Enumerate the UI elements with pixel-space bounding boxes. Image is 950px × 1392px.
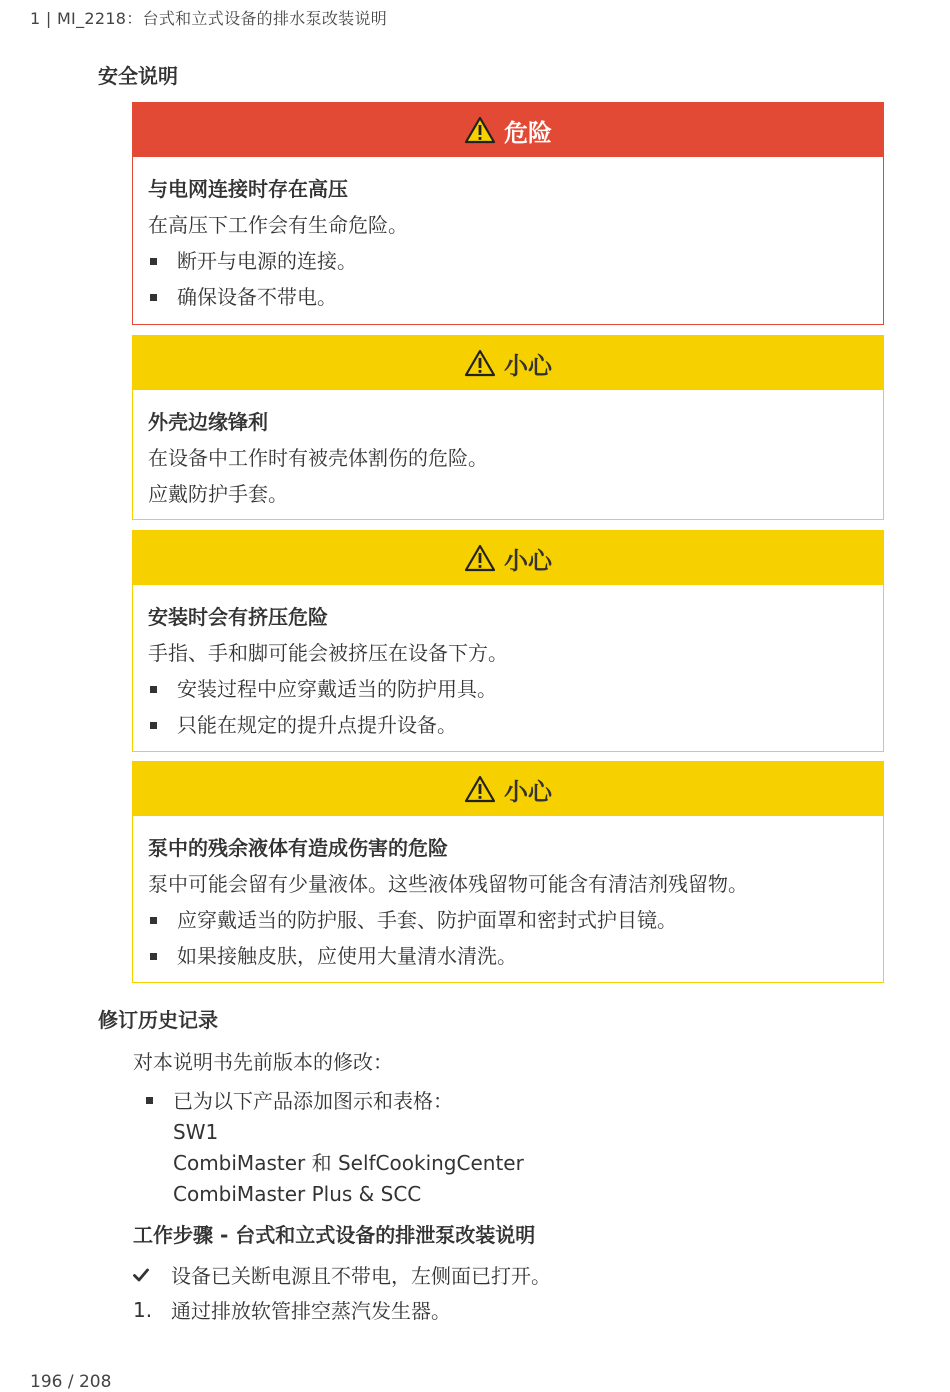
square-bullet-icon — [150, 258, 157, 265]
square-bullet-icon — [150, 917, 157, 924]
caution-notice — [132, 335, 884, 520]
notice-bullet: 应穿戴适当的防护服、手套、防护面罩和密封式护目镜。 — [148, 902, 868, 938]
notice-label: 小心 — [504, 546, 552, 575]
notice-label: 小心 — [504, 351, 552, 380]
square-bullet-icon — [150, 294, 157, 301]
square-bullet-icon — [150, 953, 157, 960]
notice-bullet: 断开与电源的连接。 — [148, 243, 868, 279]
notice-bullet: 确保设备不带电。 — [148, 279, 868, 315]
notice-title: 外壳边缘锋利 — [148, 410, 268, 434]
notice-label: 危险 — [504, 118, 552, 147]
notice-header — [133, 336, 883, 390]
notice-text: 手指、手和脚可能会被挤压在设备下方。 — [148, 641, 508, 665]
warning-triangle-icon — [464, 544, 496, 572]
revision-list — [146, 1086, 524, 1210]
square-bullet-icon — [146, 1097, 153, 1104]
notice-bullet: 如果接触皮肤，应使用大量清水清洗。 — [148, 938, 868, 974]
notice-title: 与电网连接时存在高压 — [148, 177, 348, 201]
safety-heading: 安全说明 — [98, 64, 178, 88]
notice-text: 泵中可能会留有少量液体。这些液体残留物可能含有清洁剂残留物。 — [148, 872, 748, 896]
notice-text: 在高压下工作会有生命危险。 — [148, 213, 408, 237]
step-text: 通过排放软管排空蒸汽发生器。 — [171, 1299, 451, 1323]
revision-intro: 对本说明书先前版本的修改： — [133, 1050, 393, 1074]
running-header: 1 | MI_2218：台式和立式设备的排水泵改装说明 — [30, 9, 388, 28]
caution-notice — [132, 761, 884, 983]
notice-title: 安装时会有挤压危险 — [148, 605, 328, 629]
revision-line: 已为以下产品添加图示和表格： — [173, 1089, 453, 1113]
page-number: 196 / 208 — [30, 1372, 112, 1392]
warning-triangle-icon — [464, 116, 496, 144]
list-item — [146, 1086, 524, 1210]
notice-label: 小心 — [504, 777, 552, 806]
warning-triangle-icon — [464, 775, 496, 803]
revision-line: CombiMaster 和 SelfCookingCenter — [173, 1151, 524, 1175]
square-bullet-icon — [150, 722, 157, 729]
danger-notice — [132, 102, 884, 325]
notice-title: 泵中的残余液体有造成伤害的危险 — [148, 836, 448, 860]
notice-text: 应戴防护手套。 — [148, 482, 288, 506]
precondition-text: 设备已关断电源且不带电，左侧面已打开。 — [171, 1264, 551, 1288]
step-item — [133, 1295, 451, 1324]
notice-bullet: 只能在规定的提升点提升设备。 — [148, 707, 868, 743]
notice-bullet: 安装过程中应穿戴适当的防护用具。 — [148, 671, 868, 707]
revision-line: SW1 — [173, 1120, 219, 1144]
check-icon — [133, 1268, 149, 1282]
revision-heading: 修订历史记录 — [98, 1008, 218, 1032]
warning-triangle-icon — [464, 349, 496, 377]
steps-heading: 工作步骤 - 台式和立式设备的排泄泵改装说明 — [133, 1223, 536, 1247]
notice-header — [133, 103, 883, 157]
notice-header — [133, 762, 883, 816]
precondition — [133, 1260, 551, 1289]
notice-text: 在设备中工作时有被壳体割伤的危险。 — [148, 446, 488, 470]
revision-line: CombiMaster Plus & SCC — [173, 1182, 422, 1206]
caution-notice — [132, 530, 884, 752]
notice-header — [133, 531, 883, 585]
step-number: 1. — [133, 1297, 153, 1322]
square-bullet-icon — [150, 686, 157, 693]
